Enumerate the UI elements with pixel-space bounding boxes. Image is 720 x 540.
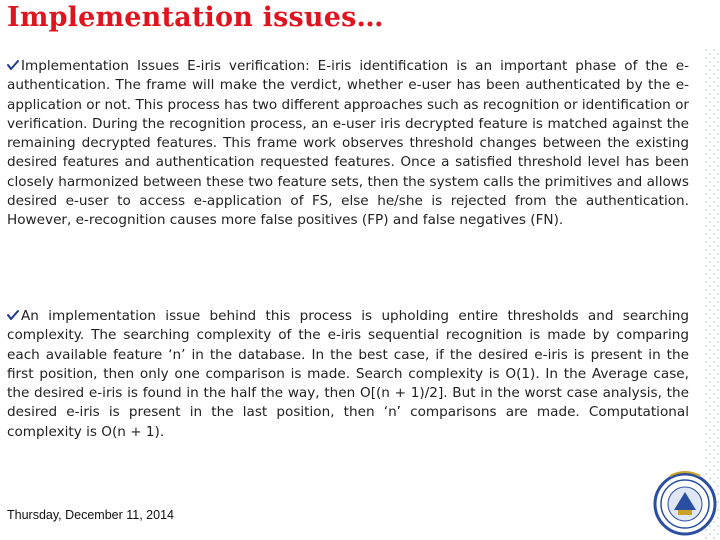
decorative-pattern-band [704,48,720,540]
paragraph-1 [7,57,689,230]
paragraph-2 [7,307,689,442]
footer-date: Thursday, December 11, 2014 [7,508,174,522]
paragraph-2-text: An implementation issue behind this process is upholding entire thresholds and searching complexity. The searching complexity of the e-iris sequential recognition is made by comparing each available feature ‘n’ in the database. In the best case, if the desired e-iris is present in the first position, then only one comparison is made. Search complexity is O(1). In the Average case, the desired e-iris is found in the half the way, then O[(n + 1)/2]. But in the worst case analysis, the desired e-iris is present in the last position, then ‘n’ comparisons are made. Computational complexity is O(n + 1). [7,308,689,440]
checkmark-bullet-icon [7,309,19,321]
slide-title: Implementation issues… [7,2,384,33]
university-seal-icon [652,468,718,538]
paragraph-1-text: Implementation Issues E-iris verification: E-iris identification is an important phase of the e-authentication. The frame will make the verdict, whether e-user has been authenticated by the e-application or not. This process has two different approaches such as recognition or identification or verification. During the recognition process, an e-user iris decrypted feature is matched against the remaining decrypted features. This frame work observes threshold changes between the existing desired features and authentication requested features. Once a satisfied threshold level has been closely harmonized between these two feature sets, then the system calls the primitives and allows desired e-user to access e-application of FS, else he/she is rejected from the authentication. However, e-recognition causes more false positives (FP) and false negatives (FN). [7,58,689,228]
checkmark-bullet-icon [7,59,19,71]
